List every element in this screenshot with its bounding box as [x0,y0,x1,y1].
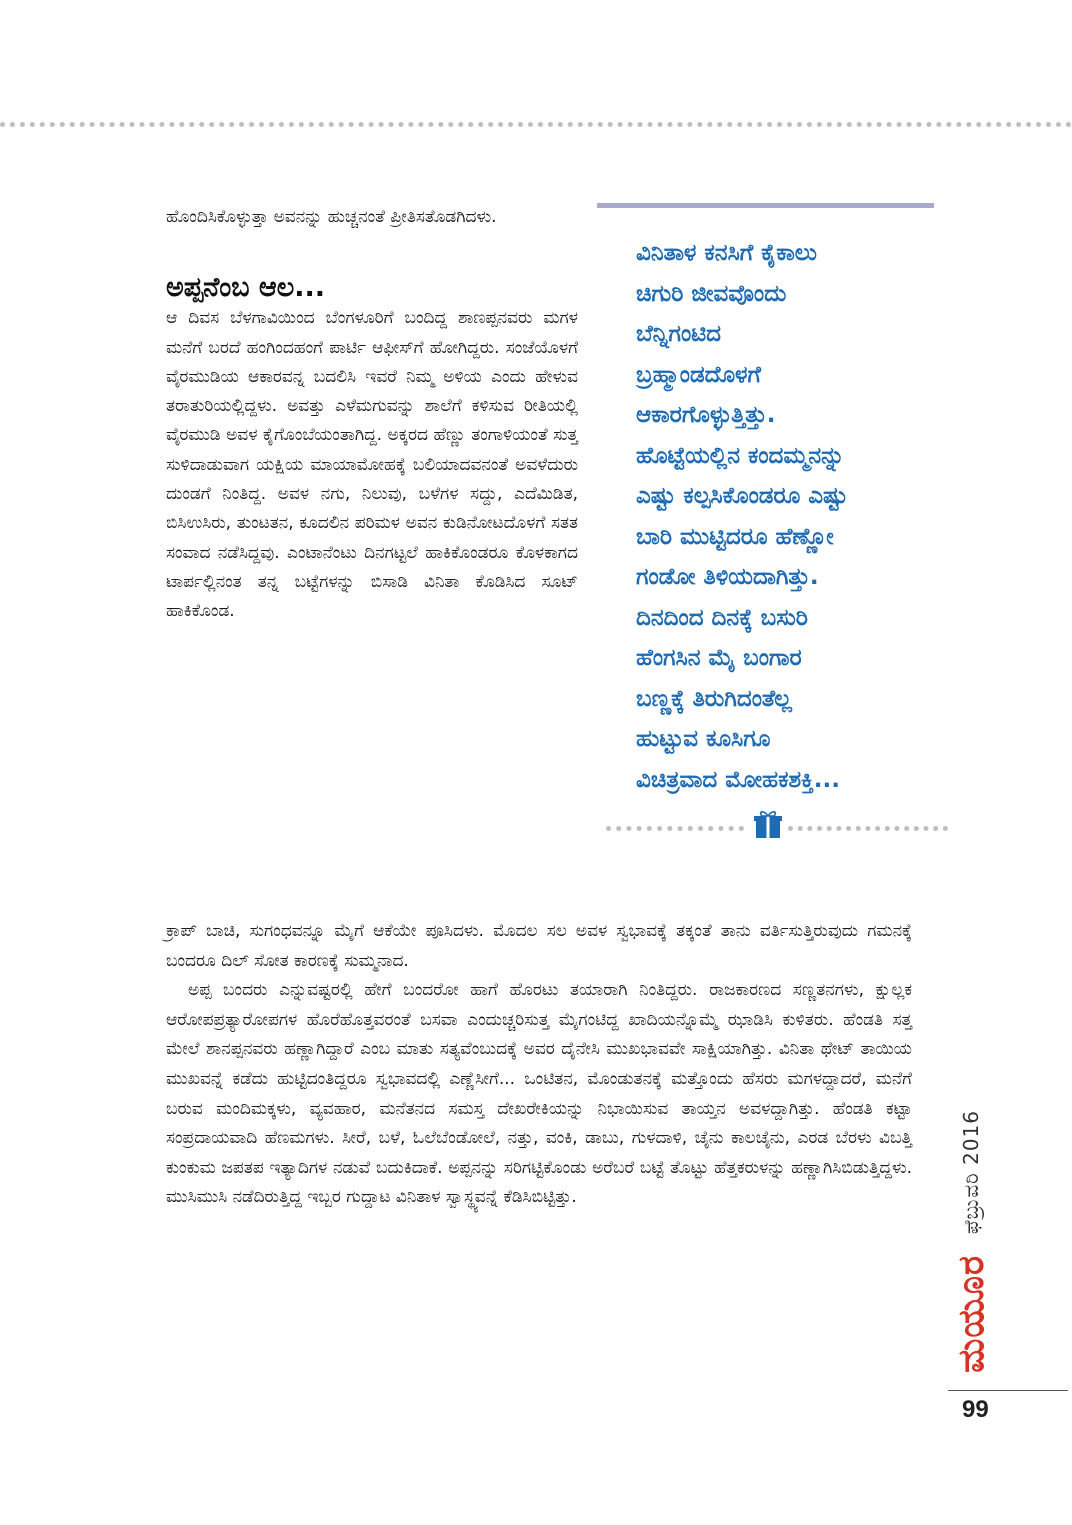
pull-quote [636,233,956,800]
top-dotted-divider [0,122,1072,127]
pull-quote-top-rule [597,203,934,208]
pull-quote-line: ಹೊಟ್ಟೆಯಲ್ಲಿನ ಕಂದಮ್ಮನನ್ನು [636,442,845,469]
section-paragraph: ಆ ದಿವಸ ಬೆಳಗಾವಿಯಿಂದ ಬೆಂಗಳೂರಿಗೆ ಬಂದಿದ್ದ ಶಾಣಪ್ಪನವರು ಮಗಳ ಮನೆಗೆ ಬರದೆ ಹಂಗಿಂದಹಂಗೆ ಪಾರ್ಟಿ ಆಫೀಸ್‌ಗೆ ಹೋಗಿದ್ದರು. ಸಂಜೆಯೊಳಗೆ ವೈರಮುಡಿಯ ಆಕಾರವನ್ನ ಬದಲಿಸಿ ಇವರೆ ನಿಮ್ಮ ಅಳಿಯ ಎಂದು ಹೇಳುವ ತರಾತುರಿಯಲ್ಲಿದ್ದಳು. ಅವತ್ತು ಎಳೆಮಗುವನ್ನು ಶಾಲೆಗೆ ಕಳಿಸುವ ರೀತಿಯಲ್ಲಿ ವೈರಮುಡಿ ಅವಳ ಕೈಗೊಂಬೆಯಂತಾಗಿದ್ದ. ಅಕ್ಕರದ ಹೆಣ್ಣು ತಂಗಾಳಿಯಂತೆ ಸುತ್ತ ಸುಳಿದಾಡುವಾಗ ಯಕ್ಷಿಯ ಮಾಯಾಮೋಹಕ್ಕೆ ಬಲಿಯಾದವನಂತೆ ಅವಳೆದುರು ದುಂಡಗೆ ನಿಂತಿದ್ದ. ಅವಳ ನಗು, ನಿಲುವು, ಬಳೆಗಳ ಸದ್ದು, ಎದೆಮಿಡಿತ, ಬಿಸಿಉಸಿರು, ತುಂಟತನ, ಕೂದಲಿನ ಪರಿಮಳ ಅವನ ಕುಡಿನೋಟದೊಳಗೆ ಸತತ ಸಂವಾದ ನಡೆಸಿದ್ದವು. ಎಂಟಾನೆಂಟು ದಿನಗಟ್ಟಲೆ ಹಾಕಿಕೊಂಡರೂ ಕೊಳಕಾಗದ ಟಾರ್ಪಲ್ಲಿನಂತ ತನ್ನ ಬಟ್ಟೆಗಳನ್ನು ಬಿಸಾಡಿ ವಿನಿತಾ ಕೊಡಿಸಿದ ಸೂಟ್ ಹಾಕಿಕೊಂಡ. [166,308,578,622]
pull-quote-line: ಬಣ್ಣಕ್ಕೆ ತಿರುಗಿದಂತೆಲ್ಲ [636,685,792,712]
body-text-full-width [166,917,912,1213]
pull-quote-line: ಹೆಂಗಸಿನ ಮೈ ಬಂಗಾರ [636,645,802,671]
pull-quote-line: ಹುಟ್ಟುವ ಕೂಸಿಗೂ [636,726,771,752]
page-number: 99 [962,1396,989,1423]
pull-quote-line: ವಿಚಿತ್ರವಾದ ಮೋಹಕಶಕ್ತಿ... [636,766,841,793]
pull-quote-line: ಚಿಗುರಿ ಜೀವವೊಂದು [636,280,787,307]
issue-date: ಫೆಬ್ರುವರಿ 2016 [959,1110,983,1235]
pull-quote-dots-right [788,826,948,831]
folio-rule [948,1390,1068,1391]
magazine-logo: ಮಯೂರ [951,1255,992,1373]
pull-quote-line: ಬೆನ್ನಿಗಂಟಿದ [636,321,722,347]
pull-quote-line: ಗಂಡೋ ತಿಳಿಯದಾಗಿತ್ತು. [636,564,819,590]
section-heading: ಅಪ್ಪನೆಂಬ ಆಲ... [166,272,325,304]
body-paragraph: ಕ್ರಾಪ್ ಬಾಚಿ, ಸುಗಂಧವನ್ನೂ ಮೈಗೆ ಆಕೆಯೇ ಪೂಸಿದಳು. ಮೊದಲ ಸಲ ಅವಳ ಸ್ವಭಾವಕ್ಕೆ ತಕ್ಕಂತೆ ತಾನು ವರ್ತಿಸುತ್ತಿರುವುದು ಗಮನಕ್ಕೆ ಬಂದರೂ ದಿಲ್ ಸೋತ ಕಾರಣಕ್ಕೆ ಸುಮ್ಮನಾದ. [166,921,912,971]
gift-icon [752,808,784,840]
left-column [166,203,578,627]
pull-quote-line: ಆಕಾರಗೊಳ್ಳುತ್ತಿತ್ತು. [636,402,776,428]
pull-quote-line: ಬಾರಿ ಮುಟ್ಟಿದರೂ ಹೆಣ್ಣೋ [636,523,834,550]
pull-quote-dots-left [606,826,744,831]
pull-quote-line: ವಿನಿತಾಳ ಕನಸಿಗೆ ಕೈಕಾಲು [636,240,817,266]
body-paragraph: ಅಪ್ಪ ಬಂದರು ಎನ್ನುವಷ್ಟರಲ್ಲಿ ಹೇಗೆ ಬಂದರೋ ಹಾಗೆ ಹೊರಟು ತಯಾರಾಗಿ ನಿಂತಿದ್ದರು. ರಾಜಕಾರಣದ ಸಣ್ಣತನಗಳು, ಕ್ಷುಲ್ಲಕ ಆರೋಪಪ್ರತ್ಯಾರೋಪಗಳ ಹೊರೆಹೊತ್ತವರಂತೆ ಬಸವಾ ಎಂದುಚ್ಚರಿಸುತ್ತ ಮೈಗಂಟಿದ್ದ ಖಾದಿಯನ್ನೊಮ್ಮೆ ಝಾಡಿಸಿ ಕುಳಿತರು. ಹೆಂಡತಿ ಸತ್ತ ಮೇಲೆ ಶಾನಪ್ಪನವರು ಹಣ್ಣಾಗಿದ್ದಾರೆ ಎಂಬ ಮಾತು ಸತ್ಯವೆಂಬುದಕ್ಕೆ ಅವರ ದೈನೇಸಿ ಮುಖಭಾವವೇ ಸಾಕ್ಷಿಯಾಗಿತ್ತು. ವಿನಿತಾ ಥೇಟ್ ತಾಯಿಯ ಮುಖವನ್ನೆ ಕಡೆದು ಹುಟ್ಟಿದಂತಿದ್ದರೂ ಸ್ವಭಾವದಲ್ಲಿ ಎಣ್ಣೆಸೀಗೆ... ಒಂಟಿತನ, ಮೊಂಡುತನಕ್ಕೆ ಮತ್ತೊಂದು ಹೆಸರು ಮಗಳದ್ದಾದರೆ, ಮನೆಗೆ ಬರುವ ಮಂದಿಮಕ್ಕಳು, ವ್ಯವಹಾರ, ಮನೆತನದ ಸಮಸ್ತ ದೇಖರೇಕಿಯನ್ನು ನಿಭಾಯಿಸುವ ತಾಯ್ತನ ಅವಳದ್ದಾಗಿತ್ತು. ಹೆಂಡತಿ ಕಟ್ಟಾ ಸಂಪ್ರದಾಯವಾದಿ ಹೆಣಮಗಳು. ಸೀರೆ, ಬಳೆ, ಓಲೆಬೆಂಡೋಲೆ, ನತ್ತು, ವಂಕಿ, ಡಾಬು, ಗುಳದಾಳಿ, ಚೈನು ಕಾಲಚೈನು, ಎರಡ ಬೆರಳು ವಿಬತ್ತಿ ಕುಂಕುಮ ಜಪತಪ ಇತ್ಯಾದಿಗಳ ನಡುವೆ ಬದುಕಿದಾಕೆ. ಅಪ್ಪನನ್ನು ಸರಿಗಟ್ಟಿಕೊಂಡು ಅರೆಬರೆ ಬಟ್ಟೆ ತೊಟ್ಟು ಹೆತ್ತಕರುಳನ್ನು ಹಣ್ಣಾಗಿಸಿಬಿಡುತ್ತಿದ್ದಳು. ಮುಸಿಮುಸಿ ನಡೆದಿರುತ್ತಿದ್ದ ಇಬ್ಬರ ಗುದ್ದಾಟ ವಿನಿತಾಳ ಸ್ವಾಸ್ಥ್ಯವನ್ನೆ ಕೆಡಿಸಿಬಿಟ್ಟಿತ್ತು. [166,980,912,1208]
intro-paragraph: ಹೊಂದಿಸಿಕೊಳ್ಳುತ್ತಾ ಅವನನ್ನು ಹುಚ್ಚನಂತೆ ಪ್ರೀತಿಸತೊಡಗಿದಳು. [166,207,497,227]
pull-quote-line: ದಿನದಿಂದ ದಿನಕ್ಕೆ ಬಸುರಿ [636,604,808,631]
pull-quote-line: ಎಷ್ಟು ಕಲ್ಪಸಿಕೊಂಡರೂ ಎಷ್ಟು [636,483,848,509]
pull-quote-line: ಬ್ರಹ್ಮಾಂಡದೊಳಗೆ [636,361,761,388]
